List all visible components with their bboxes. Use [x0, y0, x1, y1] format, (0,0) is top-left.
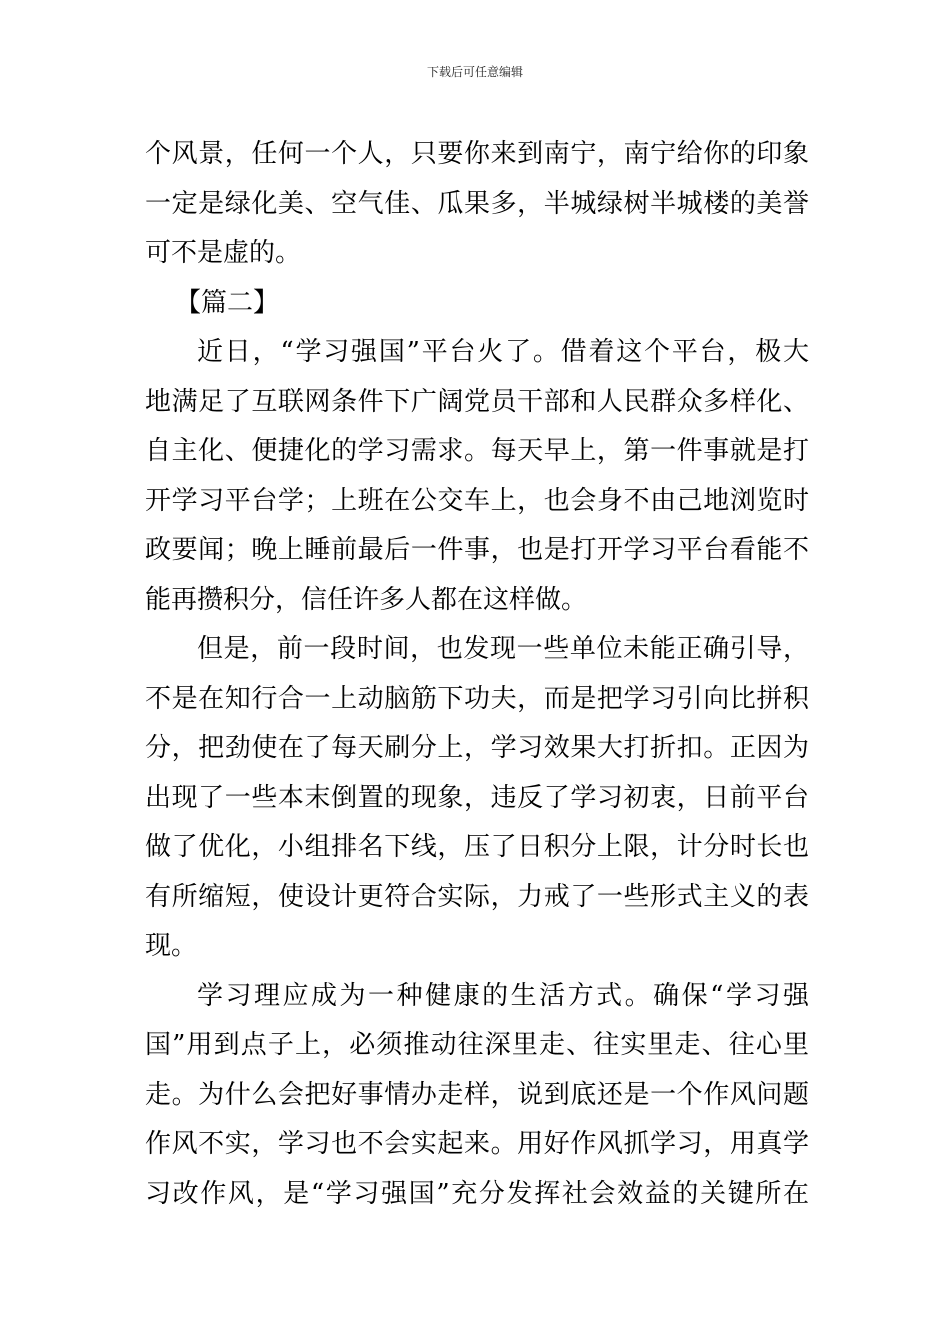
text-line: 个风景，任何一个人，只要你来到南宁，南宁给你的印象 [145, 139, 809, 169]
text-line: 但是，前一段时间，也发现一些单位未能正确引导， [197, 634, 809, 664]
text-line: 自主化、便捷化的学习需求。每天早上，第一件事就是打 [145, 436, 809, 466]
text-line: 地满足了互联网条件下广阔党员干部和人民群众多样化、 [145, 386, 809, 417]
text-line: 习改作风，是“学习强国”充分发挥社会效益的关键所在 [145, 1178, 809, 1209]
text-line: 能再攒积分，信任许多人都在这样做。 [145, 584, 588, 615]
text-line: 开学习平台学；上班在公交车上，也会身不由己地浏览时 [145, 485, 809, 516]
text-line: 政要闻；晚上睡前最后一件事，也是打开学习平台看能不 [145, 535, 809, 565]
text-line: 一定是绿化美、空气佳、瓜果多，半城绿树半城楼的美誉 [145, 188, 809, 219]
section-heading: 【篇二】 [175, 287, 280, 318]
text-line: 近日，“学习强国”平台火了。借着这个平台，极大 [197, 337, 809, 367]
document-body [145, 130, 809, 1219]
text-line: 有所缩短，使设计更符合实际，力戒了一些形式主义的表 [145, 881, 809, 912]
text-line: 走。为什么会把好事情办走样，说到底还是一个作风问题 [145, 1079, 809, 1110]
text-line: 出现了一些本末倒置的现象，违反了学习初衷，日前平台 [145, 782, 809, 813]
text-line: 分，把劲使在了每天刷分上，学习效果大打折扣。正因为 [145, 733, 809, 763]
text-line: 做了优化，小组排名下线，压了日积分上限，计分时长也 [145, 832, 809, 862]
text-line: 作风不实，学习也不会实起来。用好作风抓学习，用真学 [145, 1129, 809, 1159]
text-line: 国”用到点子上，必须推动往深里走、往实里走、往心里 [145, 1030, 809, 1060]
text-line: 现。 [145, 931, 198, 961]
text-line: 不是在知行合一上动脑筋下功夫，而是把学习引向比拼积 [145, 683, 809, 714]
text-line: 可不是虚的。 [145, 238, 302, 268]
page-header: 下载后可任意编辑 [426, 65, 523, 79]
text-line: 学习理应成为一种健康的生活方式。确保“学习强 [197, 980, 809, 1011]
